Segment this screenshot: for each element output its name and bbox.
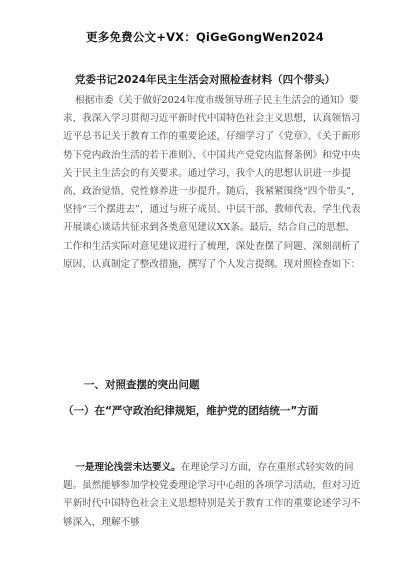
point-lead: 一是理论浅尝未达要义。 xyxy=(75,462,181,473)
section-heading: 一、对照查摆的突出问题 xyxy=(84,379,200,391)
document-title: 党委书记2024年民主生活会对照检查材料（四个带头） xyxy=(74,74,336,86)
watermark-header: 更多免费公文+VX：QiGeGongWen2024 xyxy=(86,30,324,44)
subsection-heading: （一）在“严守政治纪律规矩，维护党的团结统一”方面 xyxy=(63,405,319,417)
intro-paragraph: 根据市委《关于做好2024年度市级领导班子民主生活会的通知》要求，我深入学习贯彻习近平新时代中国特色社会主义思想，认真领悟习近平总书记关于教育工作的重要论述，仔细学习了《党章》、《关于新形势下党内政治生活的若干准则》、《中国共产党党内监督条例》和党中央关于民主生活会的有关要求。通过学习，我个人的思想认识进一步提高，政治觉悟、党性修养进一步提升。随后，我紧紧围绕“四个带头”，坚持“三个摆进去”，通过与班子成员、中层干部、教师代表、学生代表开展谈心谈话共征求到各类意见建议XX条。最后，结合自己的思想、工作和生活实际对意见建议进行了梳理，深处查摆了问题、深刻剖析了原因、认真制定了整改措施，撰写了个人发言提纲。现对照检查如下： xyxy=(63,95,361,270)
point-paragraph xyxy=(63,459,363,532)
point-body: 在理论学习方面，存在重形式轻实效的问题。虽然能够参加学校党委理论学习中心组的各项学习活动，但对习近平新时代中国特色社会主义思想特别是关于教育工作的重要论述学习不够深入，理解不够 xyxy=(63,462,361,528)
